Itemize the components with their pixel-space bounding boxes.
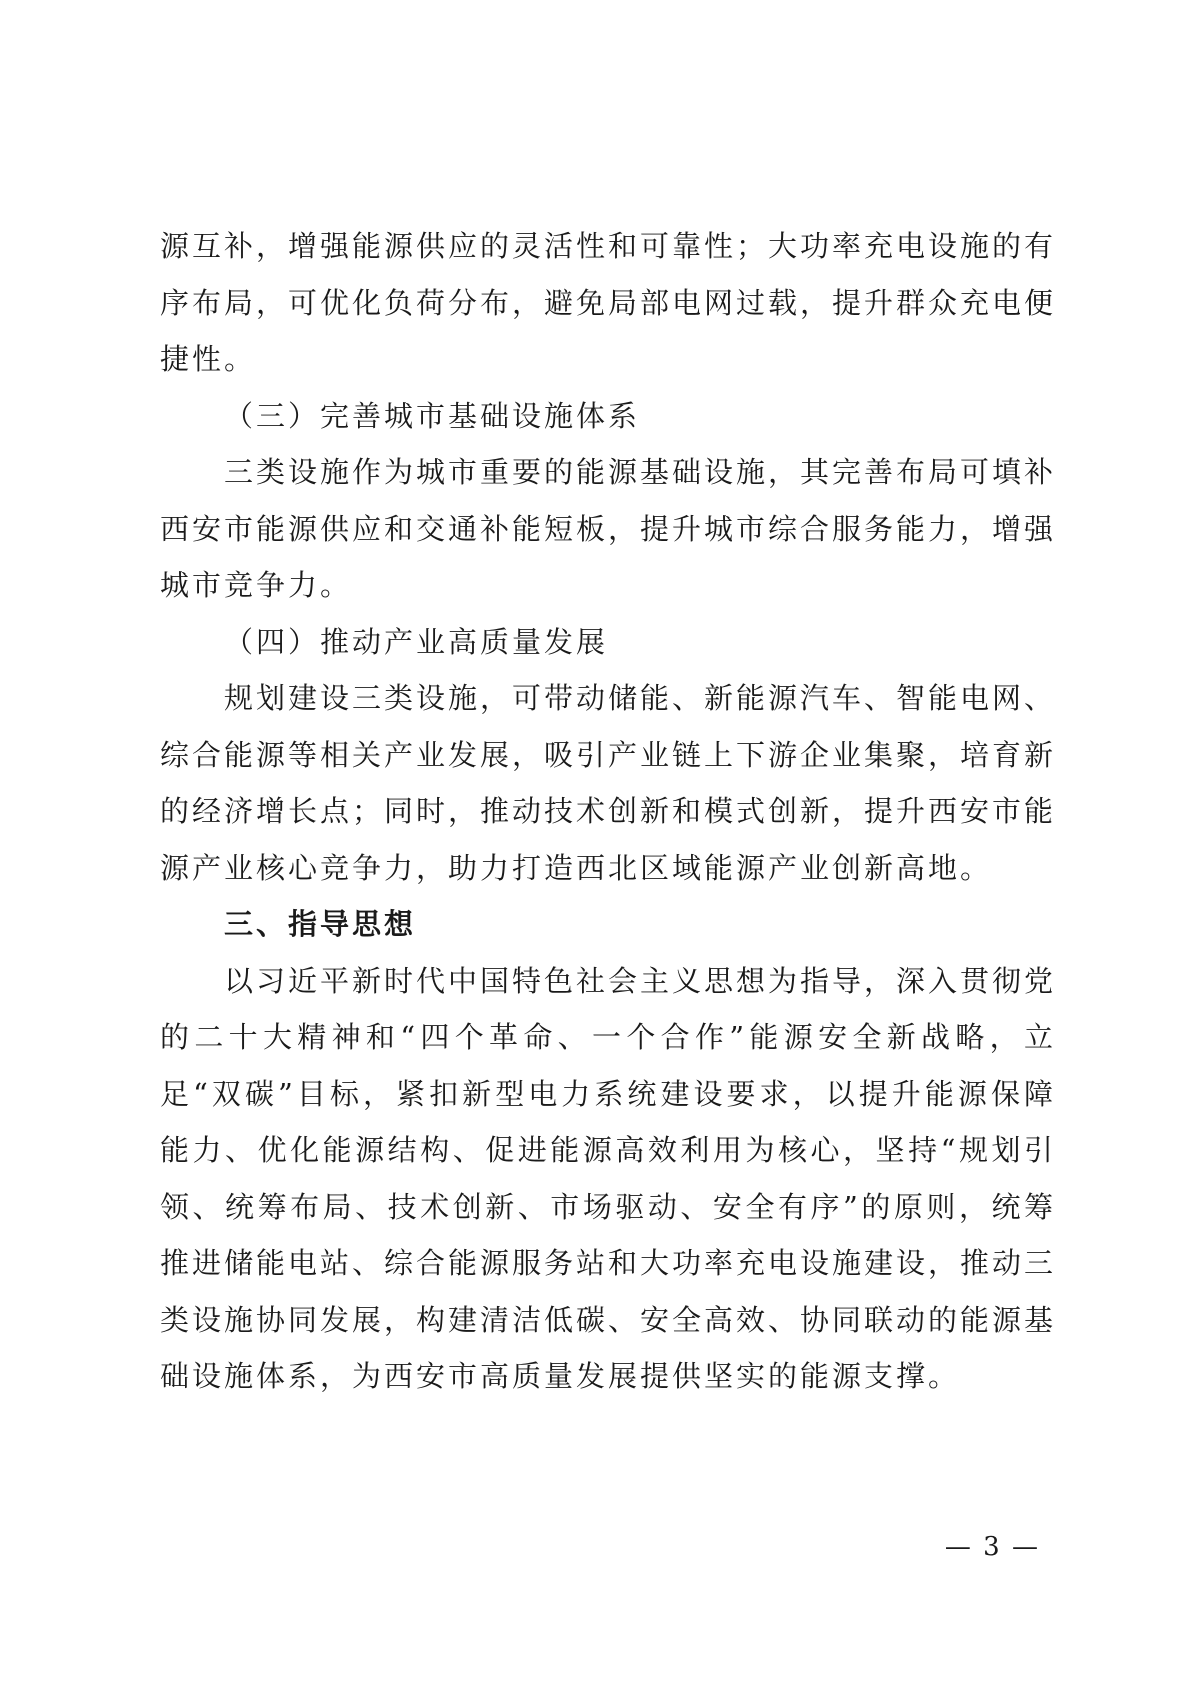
section-heading-guiding-ideology: 三、指导思想 [224, 907, 417, 941]
paragraph-industry-development: 规划建设三类设施，可带动储能、新能源汽车、智能电网、综合能源等相关产业发展，吸引产业链上下游企业集聚，培育新的经济增长点；同时，推动技术创新和模式创新，提升西安市能源产业核心竞争力，助力打造西北区域能源产业创新高地。 [160, 681, 1057, 885]
subheading-improve-urban-infrastructure: （三）完善城市基础设施体系 [224, 398, 641, 433]
paragraph-continuation: 源互补，增强能源供应的灵活性和可靠性；大功率充电设施的有序布局，可优化负荷分布，避免局部电网过载，提升群众充电便捷性。 [160, 229, 1057, 376]
document-body [160, 218, 1056, 1405]
page-number: — 3 — [944, 1532, 1040, 1562]
paragraph-guiding-ideology: 以习近平新时代中国特色社会主义思想为指导，深入贯彻党的二十大精神和“四个革命、一个合作”能源安全新战略，立足“双碳”目标，紧扣新型电力系统建设要求，以提升能源保障能力、优化能源结构、促进能源高效利用为核心，坚持“规划引领、统筹布局、技术创新、市场驱动、安全有序”的原则，统筹推进储能电站、综合能源服务站和大功率充电设施建设，推动三类设施协同发展，构建清洁低碳、安全高效、协同联动的能源基础设施体系，为西安市高质量发展提供坚实的能源支撑。 [160, 963, 1057, 1393]
subheading-industry-development: （四）推动产业高质量发展 [224, 624, 609, 659]
paragraph-urban-infrastructure: 三类设施作为城市重要的能源基础设施，其完善布局可填补西安市能源供应和交通补能短板，提升城市综合服务能力，增强城市竞争力。 [160, 455, 1057, 602]
